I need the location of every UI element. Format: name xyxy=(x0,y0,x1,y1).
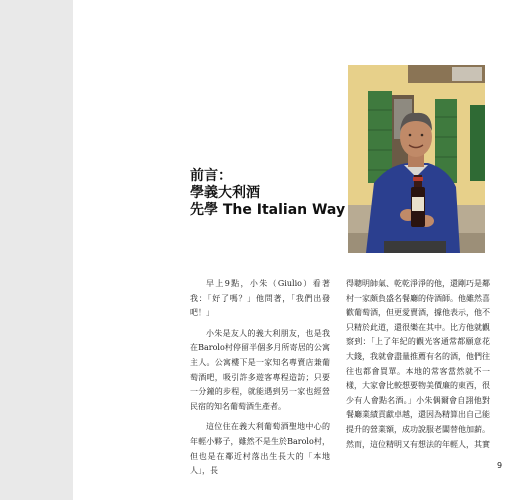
winemaker-photo xyxy=(348,65,485,253)
body-column-right xyxy=(346,277,490,458)
body-paragraph: 得聰明帥氣、乾乾淨淨的他，還剛巧是鄰村一家頗負盛名餐廳的侍酒師。他雖然喜歡葡萄酒，但更愛賣酒，據他表示，他不只精於此道，還很樂在其中。比方他就觀察到：「上了年紀的觀光客通常都願意花大錢，我就會盡量推薦有名的酒，他們往往也都會買單。本地的常客當然就不一樣，大家會比較想要物美價廉的東西，很少有人會點名酒。」小朱偶爾會自詡他對餐廳業績貢獻卓越，還因為精算出自己能提升的營業額，成功說服老闆替他加薪。然而，這位精明又有想法的年輕人，其實 xyxy=(346,279,490,449)
heading-line-preface: 前言： xyxy=(190,168,232,184)
body-paragraph: 小朱是友人的義大利朋友，也是我在Barolo村停留半個多月所寄居的公寓主人。公寓樓下是一家知名專賣店兼葡萄酒吧，吸引許多遊客專程造訪；只要一分鐘的步程，就能遇到另一家也經營民宿的知名葡萄酒生產者。 xyxy=(190,328,330,411)
heading-line-learn-italian-wine: 學義大利酒 xyxy=(190,185,260,201)
page-number: 9 xyxy=(497,461,503,470)
photo-illustration xyxy=(348,65,485,253)
body-paragraph: 早上9點，小朱（Giulio）看著我：「好了嗎？」他問著，「我們出發吧！」 xyxy=(190,279,330,318)
book-page xyxy=(73,0,520,500)
body-column-left xyxy=(190,277,330,485)
chapter-heading xyxy=(190,168,345,219)
heading-line-italian-way: 先學 The Italian Way xyxy=(190,202,346,218)
body-paragraph: 這位住在義大利葡萄酒聖地中心的年輕小夥子，雖然不是生於Barolo村，但也是在鄰近村落出生長大的「本地人」，長 xyxy=(190,422,330,476)
